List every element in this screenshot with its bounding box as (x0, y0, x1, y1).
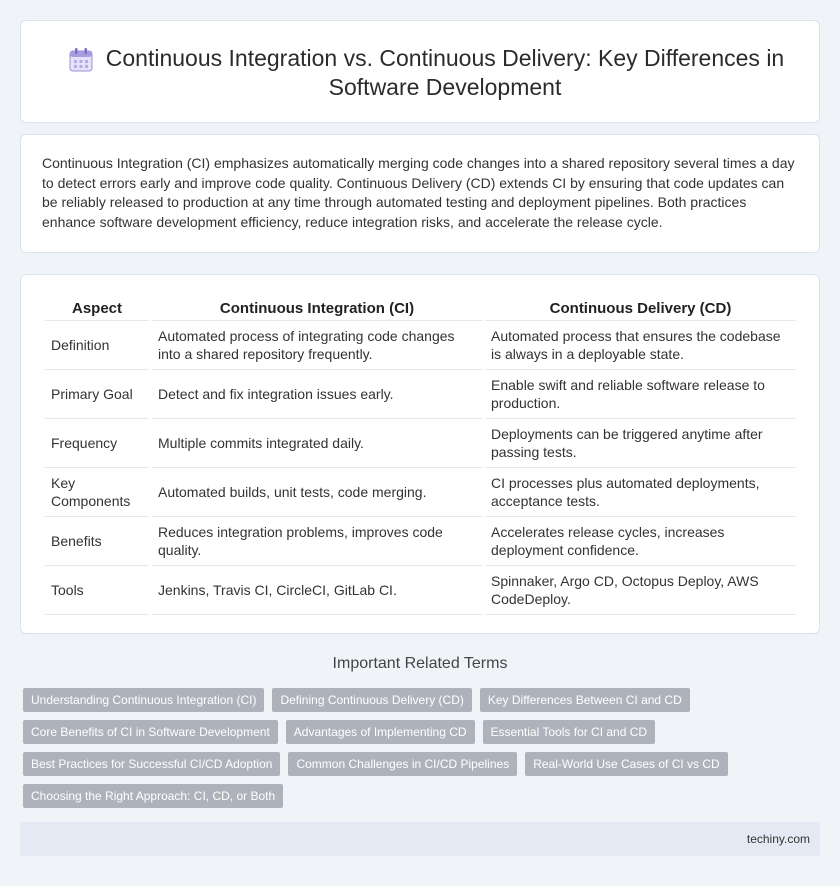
related-term-tag[interactable]: Understanding Continuous Integration (CI) (23, 688, 264, 712)
footer-site[interactable]: techiny.com (746, 832, 810, 846)
cd-cell: Deployments can be triggered anytime after passing tests. (485, 419, 796, 468)
table-row (45, 566, 796, 615)
header-cd: Continuous Delivery (CD) (485, 293, 796, 321)
cd-cell: CI processes plus automated deployments, acceptance tests. (485, 468, 796, 517)
page-title: Continuous Integration vs. Continuous Delivery: Key Differences in Software Development (105, 45, 785, 100)
ci-cell: Automated process of integrating code changes into a shared repository frequently. (152, 321, 482, 370)
related-term-tag[interactable]: Essential Tools for CI and CD (483, 720, 656, 744)
table-row (45, 419, 796, 468)
table-row (45, 321, 796, 370)
aspect-cell: Primary Goal (45, 370, 149, 419)
related-terms-list (23, 688, 803, 816)
table-header-row (45, 293, 796, 321)
header-ci: Continuous Integration (CI) (152, 293, 482, 321)
title-card (20, 20, 820, 123)
related-term-tag[interactable]: Common Challenges in CI/CD Pipelines (288, 752, 517, 776)
header-aspect: Aspect (45, 293, 149, 321)
cd-cell: Enable swift and reliable software release to production. (485, 370, 796, 419)
related-term-tag[interactable]: Best Practices for Successful CI/CD Adoption (23, 752, 280, 776)
related-term-tag[interactable]: Advantages of Implementing CD (286, 720, 475, 744)
related-term-tag[interactable]: Choosing the Right Approach: CI, CD, or Both (23, 784, 283, 808)
intro-card (20, 134, 820, 253)
intro-text: Continuous Integration (CI) emphasizes automatically merging code changes into a shared repository several times a day to detect errors early and improve code quality. Continuous Delivery (CD) extends CI by ensuring that code updates can be reliably released to production at any time through automated testing and deployment pipelines. Both practices enhance software development efficiency, reduce integration risks, and accelerate the release cycle. (42, 155, 795, 230)
aspect-cell: Key Components (45, 468, 149, 517)
ci-cell: Automated builds, unit tests, code merging. (152, 468, 482, 517)
ci-cell: Jenkins, Travis CI, CircleCI, GitLab CI. (152, 566, 482, 615)
aspect-cell: Benefits (45, 517, 149, 566)
table-row (45, 370, 796, 419)
related-term-tag[interactable]: Real-World Use Cases of CI vs CD (525, 752, 728, 776)
aspect-cell: Definition (45, 321, 149, 370)
related-term-tag[interactable]: Core Benefits of CI in Software Development (23, 720, 278, 744)
ci-cell: Multiple commits integrated daily. (152, 419, 482, 468)
related-term-tag[interactable]: Defining Continuous Delivery (CD) (272, 688, 471, 712)
ci-cell: Detect and fix integration issues early. (152, 370, 482, 419)
cd-cell: Automated process that ensures the codebase is always in a deployable state. (485, 321, 796, 370)
cd-cell: Accelerates release cycles, increases deployment confidence. (485, 517, 796, 566)
related-terms-heading: Important Related Terms (332, 655, 508, 672)
aspect-cell: Tools (45, 566, 149, 615)
comparison-card (20, 274, 820, 634)
aspect-cell: Frequency (45, 419, 149, 468)
table-row (45, 517, 796, 566)
ci-cell: Reduces integration problems, improves code quality. (152, 517, 482, 566)
cd-cell: Spinnaker, Argo CD, Octopus Deploy, AWS CodeDeploy. (485, 566, 796, 615)
table-row (45, 468, 796, 517)
footer (20, 822, 820, 856)
comparison-table (42, 293, 799, 615)
related-term-tag[interactable]: Key Differences Between CI and CD (480, 688, 690, 712)
